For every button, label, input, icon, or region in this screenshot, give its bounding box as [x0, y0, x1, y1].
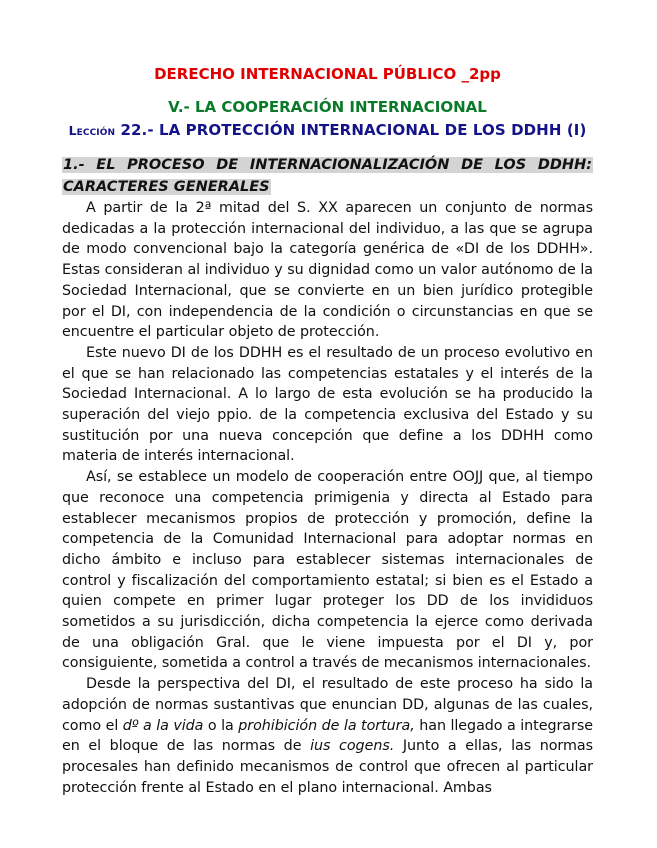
lesson-prefix: Lección	[68, 123, 116, 138]
paragraph-4-emphasis-1: dº a la vida	[122, 717, 204, 734]
paragraph-4-text-a: Desde la perspectiva del DI, el resultado de este proceso ha sido la adopción de normas sustantivas que enuncian DD, algunas de las cuales, como el	[62, 676, 593, 734]
paragraph-1: A partir de la 2ª mitad del S. XX aparecen un conjunto de normas dedicadas a la protección internacional del individuo, a las que se agrupa de modo convencional bajo la categoría genérica de «DI de los DDHH». Estas consideran al individuo y su dignidad como un valor autónomo de la Sociedad Internacional, que se convierte en un bien jurídico protegible por el DI, con independencia de la condición o circunstancias en que se encuentre el particular objeto de protección.	[62, 200, 593, 341]
document-page	[62, 64, 593, 798]
course-title: DERECHO INTERNACIONAL PÚBLICO _2pp	[154, 65, 501, 83]
section-heading	[62, 154, 593, 198]
paragraph-4-emphasis-3: ius cogens.	[310, 738, 395, 755]
paragraph-4	[62, 674, 593, 798]
lesson-title	[62, 120, 593, 141]
lesson-title-text: 22.- LA PROTECCIÓN INTERNACIONAL DE LOS DDHH (I)	[115, 121, 587, 139]
section-heading-text: 1.- EL PROCESO DE INTERNACIONALIZACIÓN DE LOS DDHH: CARACTERES GENERALES	[63, 157, 592, 195]
paragraph-4-text-c: han llegado a integrarse en el bloque de las normas de	[62, 717, 593, 755]
unit-title: V.- LA COOPERACIÓN INTERNACIONAL	[168, 98, 487, 116]
paragraph-4-text-d: Junto a ellas, las normas procesales han definido mecanismos de control que ofrecen al particular protección frente al Estado en el plano internacional. Ambas	[62, 738, 593, 796]
paragraph-4-emphasis-2: prohibición de la tortura,	[238, 717, 415, 734]
paragraph-4-text-b: o la	[203, 717, 239, 734]
paragraph-2: Este nuevo DI de los DDHH es el resultado de un proceso evolutivo en el que se han relacionado las competencias estatales y el interés de la Sociedad Internacional. A lo largo de esta evolución se ha producido la superación del viejo ppio. de la competencia exclusiva del Estado y su sustitución por una nueva concepción que define a los DDHH como materia de interés internacional.	[62, 344, 593, 465]
paragraph-3: Así, se establece un modelo de cooperación entre OOJJ que, al tiempo que reconoce una competencia primigenia y directa al Estado para establecer mecanismos propios de protección y promoción, define la competencia de la Comunidad Internacional para adoptar normas en dicho ámbito e incluso para establecer sistemas internacionales de control y fiscalización del comportamiento estatal; si bien es el Estado a quien compete en primer lugar proteger los DD de los invididuos sometidos a su jurisdicción, dicha competencia la ejerce como derivada de una obligación Gral. que le viene impuesta por el DI y, por consiguiente, sometida a control a través de mecanismos internacionales.	[62, 469, 593, 672]
